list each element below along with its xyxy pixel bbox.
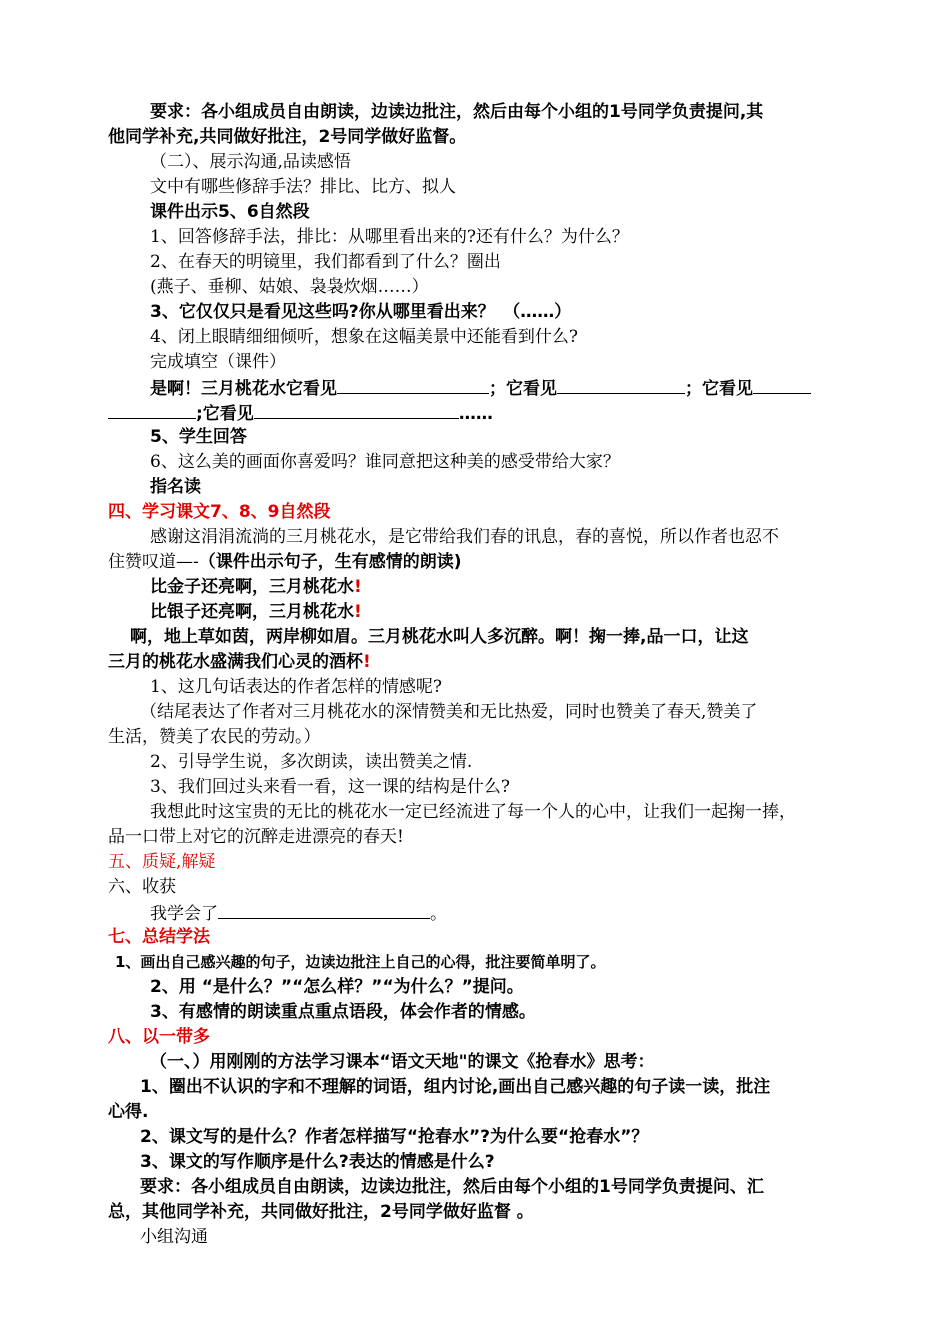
section-sub-heading: （二）、展示沟通,品读感悟	[150, 152, 351, 172]
fill-blank-text-3: ；它看见	[685, 379, 753, 399]
quote-line-2-text: 三月的桃花水盛满我们心灵的酒杯	[108, 652, 363, 672]
quote-line-2	[108, 650, 371, 674]
method-2: 2、用 “是什么？”“怎么样？”“为什么？”提问。	[150, 977, 524, 997]
extension-requirement-1: 要求：各小组成员自由朗读，边读边批注，然后由每个小组的1号同学负责提问、汇	[140, 1177, 764, 1197]
requirement-line-1: 要求：各小组成员自由朗读，边读边批注，然后由每个小组的1号同学负责提问,其	[150, 102, 764, 122]
fill-blank-ellipsis: ……	[458, 404, 493, 424]
group-communication: 小组沟通	[140, 1227, 208, 1247]
exclaim-silver	[150, 600, 362, 624]
fill-blank-instruction: 完成填空（课件）	[150, 352, 286, 372]
fill-blank-line-2	[108, 400, 493, 426]
fill-blank-text-1: 是啊！三月桃花水它看见	[150, 379, 337, 399]
extension-requirement-2: 总，其他同学补充，共同做好批注，2号同学做好监督 。	[108, 1202, 534, 1222]
paragraph-thanks-text: 住赞叹道—-	[108, 552, 199, 572]
structure-question: 3、我们回过头来看一看，这一课的结构是什么?	[150, 777, 510, 797]
closing-paragraph-2: 品一口带上对它的沉醉走进漂亮的春天!	[108, 827, 404, 847]
method-3: 3、有感情的朗读重点重点语段，体会作者的情感。	[150, 1002, 536, 1022]
exclaim-mark: !	[354, 602, 362, 622]
emotion-question: 1、这几句话表达的作者怎样的情感呢?	[150, 677, 442, 697]
blank-learned	[218, 900, 430, 919]
extension-intro: （一、）用刚刚的方法学习课本“语文天地"的课文《抢春水》思考：	[150, 1052, 655, 1072]
exclaim-gold	[150, 575, 362, 599]
question-2: 2、在春天的明镜里，我们都看到了什么？圈出	[150, 252, 501, 272]
exclaim-mark: !	[354, 577, 362, 597]
emotion-answer-2: 生活，赞美了农民的劳动。）	[108, 727, 321, 747]
extension-task-2: 2、课文写的是什么？作者怎样描写“抢春水”?为什么要“抢春水”？	[140, 1127, 649, 1147]
question-5: 5、学生回答	[150, 427, 247, 447]
paragraph-thanks-2	[108, 550, 462, 574]
fill-blank-text-2: ；它看见	[489, 379, 557, 399]
exclaim-silver-text: 比银子还亮啊，三月桃花水	[150, 602, 354, 622]
extension-task-1a: 1、圈出不认识的字和不理解的词语，组内讨论,画出自己感兴趣的句子读一读，批注	[140, 1077, 771, 1097]
section-heading-7: 七、总结学法	[108, 927, 210, 947]
requirement-line-2: 他同学补充,共同做好批注，2号同学做好监督。	[108, 127, 467, 147]
question-6: 6、这么美的画面你喜爱吗？谁同意把这种美的感受带给大家？	[150, 452, 620, 472]
exclaim-mark: !	[363, 652, 371, 672]
emotion-answer-1: （结尾表达了作者对三月桃花水的深情赞美和无比热爱，同时也赞美了春天,赞美了	[140, 702, 758, 722]
question-4: 4、闭上眼睛细细倾听，想象在这幅美景中还能看到什么?	[150, 327, 578, 347]
learned-label: 我学会了	[150, 904, 218, 924]
method-1: 1、画出自己感兴趣的句子，边读边批注上自己的心得，批注要简单明了。	[115, 953, 606, 971]
fill-blank-text-4: ;它看见	[196, 404, 254, 424]
section-heading-8: 八、以一带多	[108, 1027, 210, 1047]
section-heading-5: 五、质疑,解疑	[108, 852, 216, 872]
guide-reading: 2、引导学生说，多次朗读，读出赞美之情.	[150, 752, 473, 772]
extension-task-1b: 心得.	[108, 1102, 149, 1122]
blank-3	[753, 375, 811, 394]
answer-list: (燕子、垂柳、姑娘、袅袅炊烟……）	[150, 277, 429, 297]
fill-blank-line-1	[150, 375, 811, 401]
courseware-sentence-note: （课件出示句子，生有感情的朗读)	[198, 552, 462, 572]
quote-line-1: 啊，地上草如茵，两岸柳如眉。三月桃花水叫人多沉醉。啊！掬一捧,品一口，让这	[130, 627, 749, 647]
blank-1	[337, 375, 489, 394]
blank-5	[254, 400, 459, 419]
closing-paragraph-1: 我想此时这宝贵的无比的桃花水一定已经流进了每一个人的心中，让我们一起掬一捧，	[150, 802, 796, 822]
section-heading-6: 六、收获	[108, 877, 176, 897]
exclaim-gold-text: 比金子还亮啊，三月桃花水	[150, 577, 354, 597]
question-3: 3、它仅仅只是看见这些吗?你从哪里看出来？ （……）	[150, 302, 572, 322]
section-heading-4: 四、学习课文7、8、9自然段	[108, 502, 331, 522]
question-1: 1、回答修辞手法，排比：从哪里看出来的?还有什么？为什么？	[150, 227, 629, 247]
blank-4	[108, 400, 196, 419]
learned-period: 。	[430, 904, 447, 924]
blank-2	[557, 375, 685, 394]
learned-line	[150, 900, 447, 926]
paragraph-thanks-1: 感谢这涓涓流淌的三月桃花水，是它带给我们春的讯息，春的喜悦，所以作者也忍不	[150, 527, 779, 547]
extension-task-3: 3、课文的写作顺序是什么?表达的情感是什么?	[140, 1152, 495, 1172]
named-reading: 指名读	[150, 477, 201, 497]
question-rhetoric: 文中有哪些修辞手法？排比、比方、拟人	[150, 177, 456, 197]
courseware-note: 课件出示5、6自然段	[150, 202, 310, 222]
